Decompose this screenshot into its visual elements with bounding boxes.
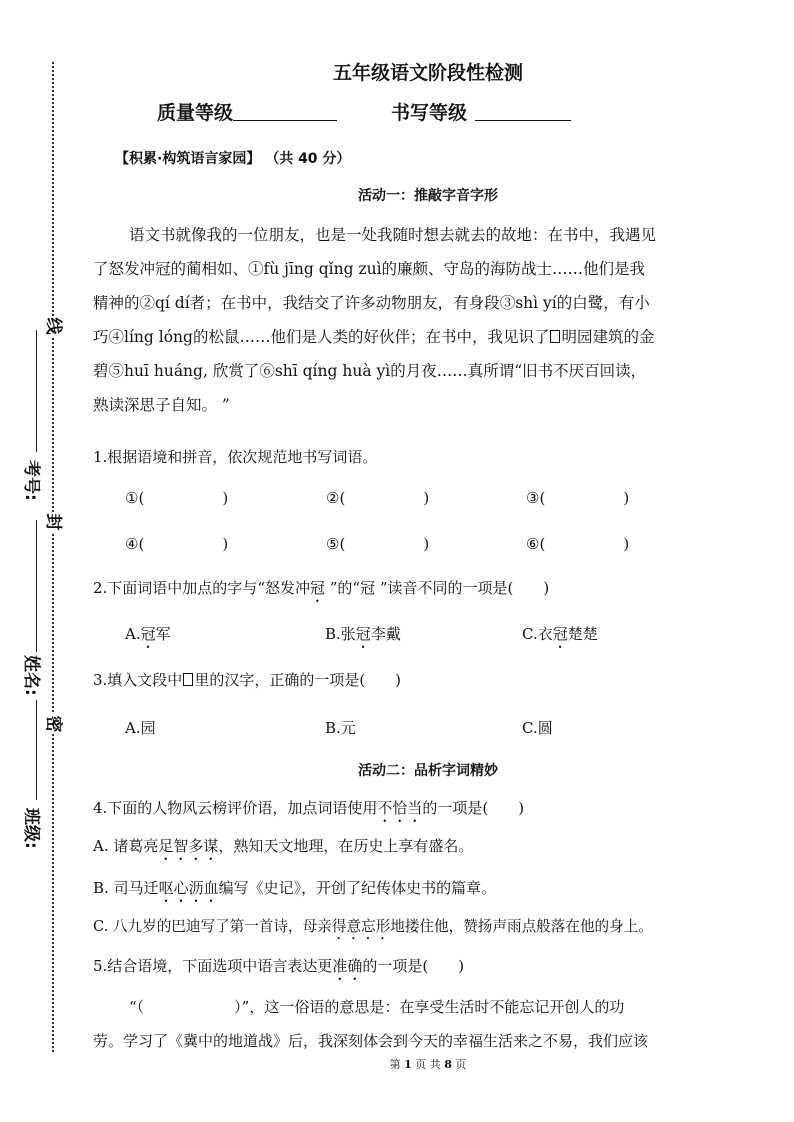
question-3: 3.填入文段中 里的汉字，正确的一项是( )	[93, 671, 402, 689]
blank-box	[183, 673, 193, 686]
total-pages: 8	[444, 1058, 452, 1071]
passage-line: “（ ）”，这一俗语的意思是：在享受生活时不能忘记开创人的功	[129, 998, 625, 1016]
answer-blank-6[interactable]: ⑥( )	[526, 535, 630, 553]
answer-blank-5[interactable]: ⑤( )	[326, 535, 430, 553]
activity1-passage	[93, 218, 748, 422]
q4-option-c[interactable]: C. 八九岁的巴迪写了第一首诗，母亲得意忘形地搂住他，赞扬声雨点般落在他的身上。	[93, 918, 653, 935]
question-4: 4.下面的人物风云榜评价语，加点词语使用不恰当的一项是( )	[93, 799, 525, 817]
grade-row	[157, 98, 571, 125]
answer-blank-1[interactable]: ①( )	[125, 489, 229, 507]
question-1: 1.根据语境和拼音，依次规范地书写词语。	[93, 448, 378, 466]
exam-number-line[interactable]	[36, 330, 37, 452]
exam-number-label: 考号:	[21, 460, 41, 501]
binding-char-xian: 线	[43, 317, 63, 335]
quality-grade-label: 质量等级	[157, 102, 234, 124]
passage-line: 精神的②qí dí者；在书中，我结交了许多动物朋友，有身段③shì yí的白鹭，有小	[93, 294, 650, 312]
q2-option-a[interactable]: A.冠军	[125, 625, 171, 643]
q3-option-c[interactable]: C.圆	[522, 719, 553, 737]
section-heading: 【积累·构筑语言家园】 （共 40 分）	[115, 151, 351, 167]
activity2-title: 活动二：品析字词精妙	[358, 763, 498, 779]
question-5: 5.结合语境，下面选项中语言表达更准确的一项是( )	[93, 957, 465, 975]
binding-char-feng: 封	[43, 513, 63, 531]
question-2: 2.下面词语中加点的字与“怒发冲冠 ”的“冠 ”读音不同的一项是( )	[93, 579, 550, 597]
q4-option-b[interactable]: B. 司马迁呕心沥血编写《史记》，开创了纪传体史书的篇章。	[93, 879, 497, 897]
activity1-title: 活动一：推敲字音字形	[358, 188, 498, 204]
writing-grade-blank[interactable]	[475, 103, 571, 121]
passage-line: 熟读深思子自知。 ”	[93, 396, 230, 414]
q5-passage	[93, 990, 748, 1058]
page-number: 1	[404, 1058, 412, 1071]
answer-blank-4[interactable]: ④( )	[125, 535, 229, 553]
quality-grade-blank[interactable]	[233, 103, 337, 121]
q2-option-c[interactable]: C.衣冠楚楚	[522, 625, 598, 643]
class-label: 班级:	[21, 808, 41, 849]
passage-line: 语文书就像我的一位朋友，也是一处我随时想去就去的故地：在书中，我遇见	[129, 226, 657, 244]
binding-char-mi: 密	[43, 715, 63, 733]
q3-option-a[interactable]: A.园	[125, 719, 156, 737]
q2-option-b[interactable]: B.张冠李戴	[325, 625, 401, 643]
class-line[interactable]	[36, 700, 37, 800]
passage-line: 了怒发冲冠的蔺相如、①fù jīng qǐng zuì的廉颇、守岛的海防战士……他们是我	[93, 260, 646, 278]
q4-option-a[interactable]: A. 诸葛亮足智多谋，熟知天文地理，在历史上享有盛名。	[93, 837, 474, 855]
answer-blank-2[interactable]: ②( )	[326, 489, 430, 507]
q3-option-b[interactable]: B.元	[325, 719, 356, 737]
name-label: 姓名:	[21, 655, 41, 696]
exam-page	[93, 0, 763, 1122]
binding-dotted-line	[52, 62, 54, 1052]
passage-line: 巧④líng lóng的松鼠……他们是人类的好伙伴；在书中，我见识了 明园建筑的金	[93, 328, 655, 346]
passage-line: 碧⑤huī huáng, 欣赏了⑥shī qíng huà yì的月夜……真所谓“旧书不厌百回读，	[93, 362, 647, 380]
passage-line: 劳。学习了《冀中的地道战》后，我深刻体会到今天的幸福生活来之不易，我们应该	[93, 1032, 649, 1050]
page-footer: 第 1 页 共 8 页	[389, 1058, 467, 1071]
writing-grade-label: 书写等级	[391, 102, 468, 124]
answer-blank-3[interactable]: ③( )	[526, 489, 630, 507]
name-line[interactable]	[36, 520, 37, 652]
blank-box	[550, 330, 560, 343]
page-title: 五年级语文阶段性检测	[332, 62, 523, 84]
